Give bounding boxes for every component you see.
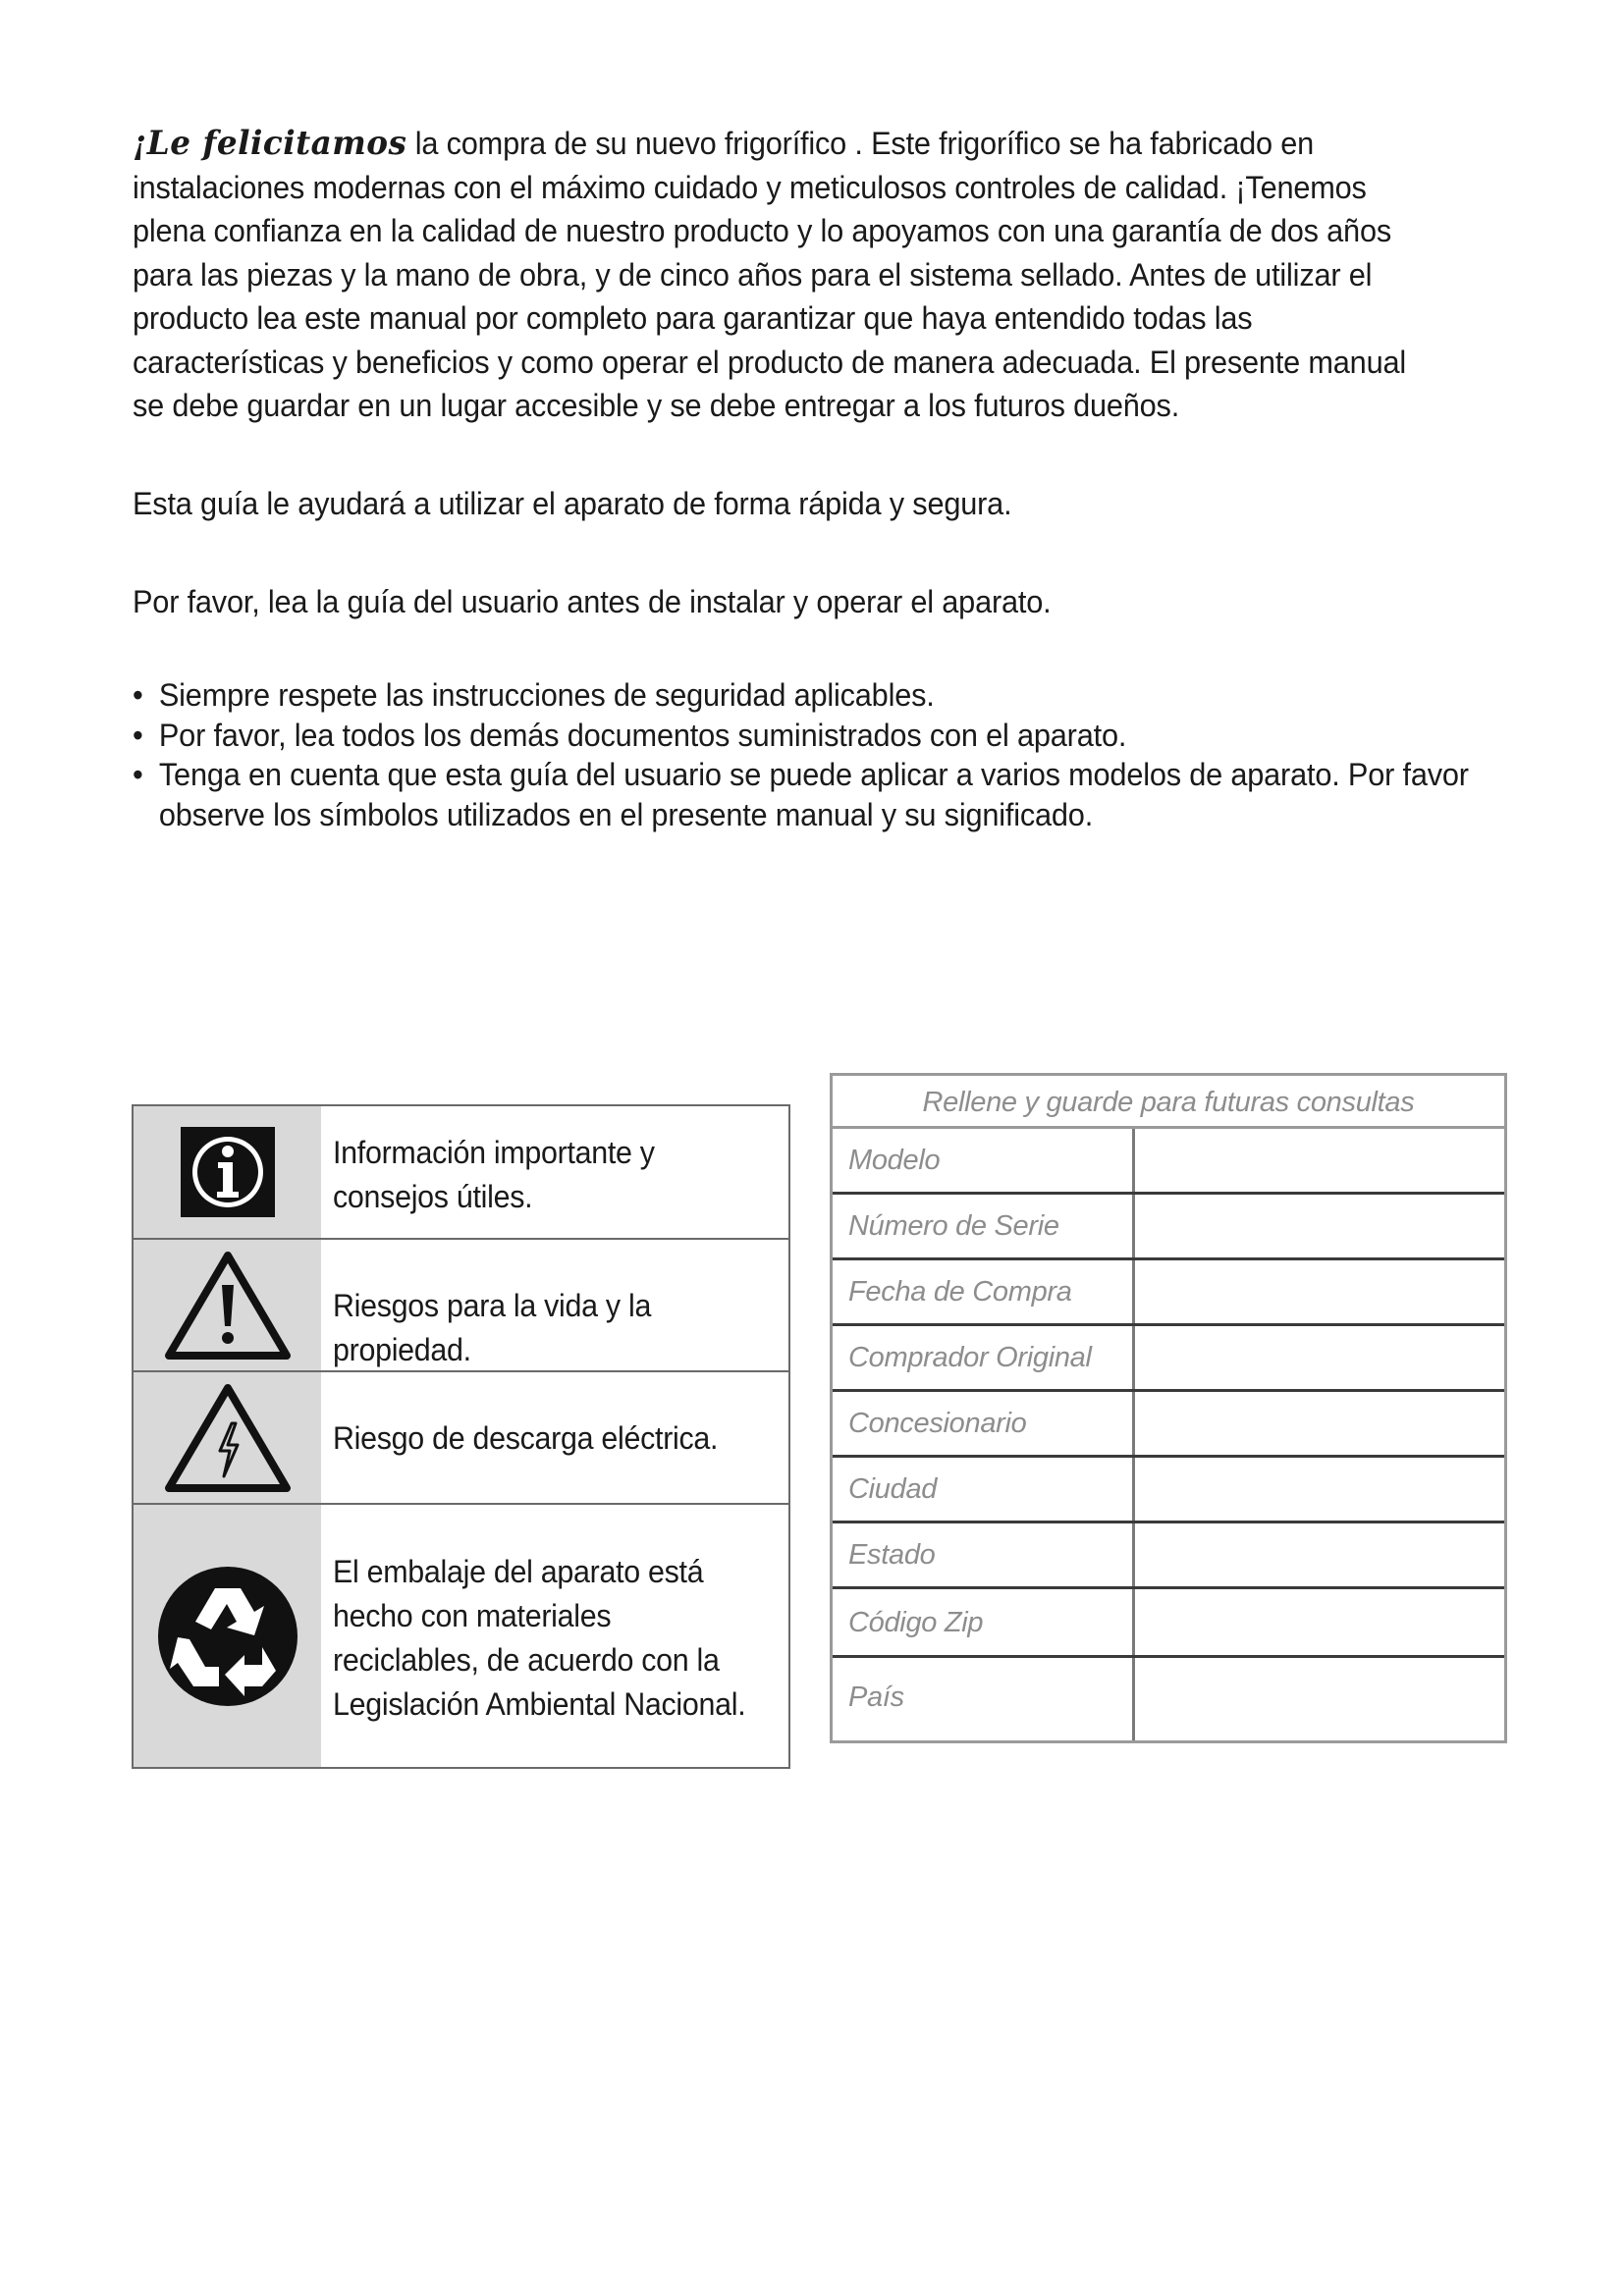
field-label: Concesionario	[848, 1408, 1027, 1439]
symbol-row-recycle	[134, 1505, 788, 1767]
original-buyer-field[interactable]	[1147, 1326, 1494, 1389]
guide-text: Esta guía le ayudará a utilizar el aparato de forma rápida y segura.	[133, 486, 1012, 521]
serial-number-field[interactable]	[1147, 1195, 1494, 1257]
bullet-item: • Siempre respete las instrucciones de seguridad aplicables.	[133, 677, 935, 713]
registration-row-original-buyer	[833, 1326, 1504, 1392]
symbol-text: Información importante y consejos útiles.	[333, 1135, 655, 1214]
symbol-text: El embalaje del aparato está hecho con materiales reciclables, de acuerdo con la Legislación Ambiental Nacional.	[333, 1554, 746, 1722]
symbol-row-info	[134, 1106, 788, 1240]
bullet-list	[133, 675, 1471, 834]
country-field[interactable]	[1147, 1658, 1494, 1740]
registration-row-purchase-date	[833, 1260, 1504, 1326]
registration-row-city	[833, 1458, 1504, 1523]
zip-code-field[interactable]	[1147, 1589, 1494, 1655]
registration-row-dealer	[833, 1392, 1504, 1458]
bullet-item: • Por favor, lea todos los demás documentos suministrados con el aparato.	[133, 717, 1127, 753]
dealer-field[interactable]	[1147, 1392, 1494, 1455]
greeting-script: ¡Le felicitamos	[133, 124, 407, 163]
intro-text: la compra de su nuevo frigorífico . Este frigorífico se ha fabricado en instalaciones modernas con el máximo cuidado y meticulosos controles de calidad. ¡Tenemos plena confianza en la calidad de nuestro producto y lo apoyamos con una garantía de dos años para las piezas y la mano de obra, y de cinco años para el sistema sellado. Antes de utilizar el producto lea este manual por completo para garantizar que haya entendido todas las características y beneficios y como operar el producto de manera adecuada. El presente manual se debe guardar en un lugar accesible y se debe entregar a los futuros dueños.	[133, 126, 1407, 423]
field-label: Comprador Original	[848, 1342, 1092, 1373]
info-icon	[134, 1106, 321, 1238]
field-label: Estado	[848, 1539, 936, 1571]
field-label: Ciudad	[848, 1473, 938, 1505]
city-field[interactable]	[1147, 1458, 1494, 1521]
symbol-text: Riesgos para la vida y la propiedad.	[333, 1288, 652, 1367]
state-field[interactable]	[1147, 1523, 1494, 1586]
model-field[interactable]	[1147, 1129, 1494, 1192]
registration-row-serial	[833, 1195, 1504, 1260]
registration-row-model	[833, 1129, 1504, 1195]
symbol-text: Riesgo de descarga eléctrica.	[333, 1420, 719, 1456]
field-label: Fecha de Compra	[848, 1276, 1072, 1308]
symbol-row-warning	[134, 1240, 788, 1372]
field-label: Modelo	[848, 1145, 941, 1176]
symbols-table	[132, 1104, 790, 1769]
field-label: Código Zip	[848, 1607, 984, 1638]
warning-icon	[134, 1240, 321, 1370]
field-label: País	[848, 1682, 904, 1713]
electric-shock-icon	[134, 1372, 321, 1503]
bullet-item: • Tenga en cuenta que esta guía del usuario se puede aplicar a varios modelos de aparato. Por favor observe los símbolos utilizados en el presente manual y su significado.	[133, 757, 1469, 832]
registration-row-country	[833, 1658, 1504, 1740]
registration-table	[830, 1073, 1507, 1743]
intro-paragraph	[133, 122, 1442, 428]
purchase-date-field[interactable]	[1147, 1260, 1494, 1323]
symbol-row-electric	[134, 1372, 788, 1505]
recycle-icon	[134, 1505, 321, 1767]
registration-header: Rellene y guarde para futuras consultas	[833, 1076, 1504, 1129]
registration-row-zip	[833, 1589, 1504, 1658]
registration-row-state	[833, 1523, 1504, 1589]
field-label: Número de Serie	[848, 1210, 1059, 1242]
read-guide-text: Por favor, lea la guía del usuario antes de instalar y operar el aparato.	[133, 584, 1052, 619]
